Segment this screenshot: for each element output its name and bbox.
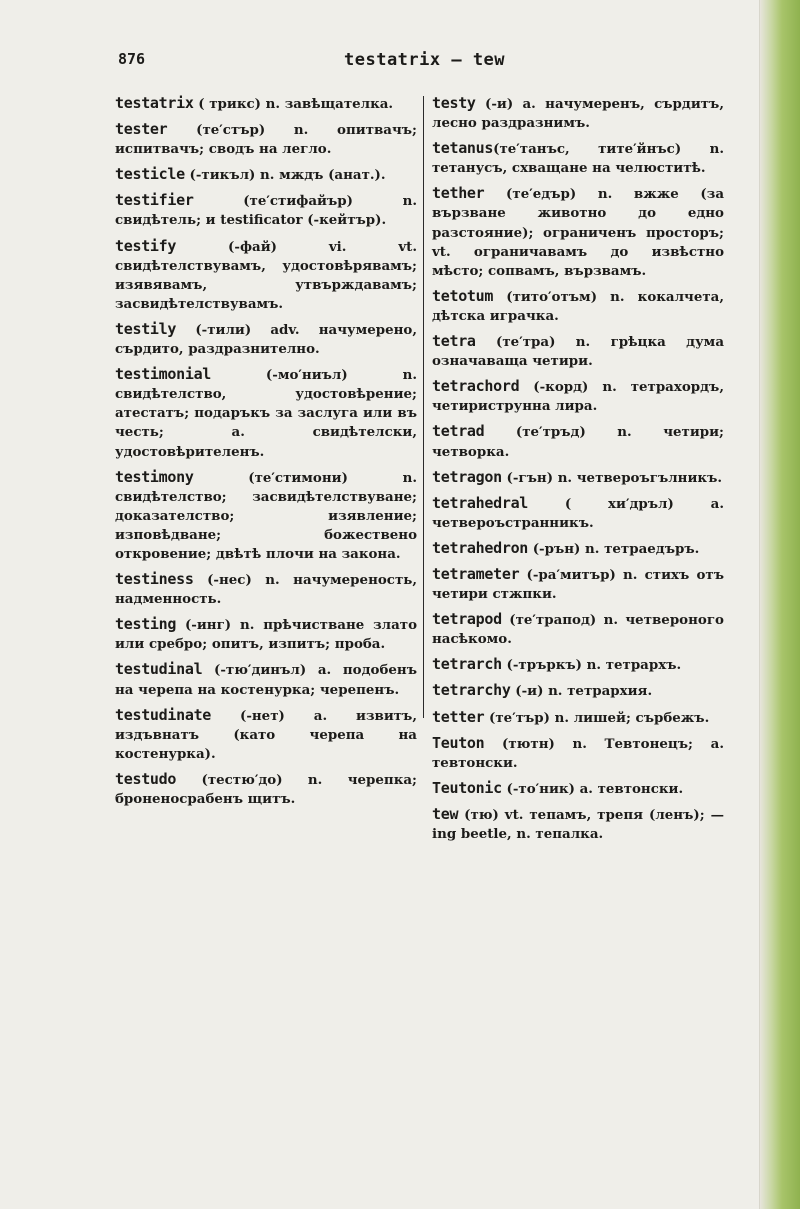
page-edge-strip	[759, 0, 800, 1209]
headword: tester	[115, 120, 168, 139]
definition: (-тили) adv. начумерено, сърдито, раздразнително.	[115, 321, 417, 358]
headword: testily	[115, 319, 177, 338]
definition: (-фай) vi. vt. свидѣтелствувамъ, удостовѣрявамъ; изявявамъ, утвърждавамъ; засвидѣтелствувамъ.	[115, 238, 417, 312]
dictionary-entry	[115, 706, 417, 764]
headword: testimony	[115, 467, 194, 486]
page-header	[118, 50, 708, 76]
dictionary-entry	[115, 660, 417, 699]
dictionary-entry	[432, 287, 724, 326]
headword: tetragon	[432, 467, 502, 486]
headword: testatrix	[115, 94, 194, 112]
headword: tetter	[432, 707, 485, 726]
dictionary-entry	[432, 468, 724, 488]
dictionary-entry	[432, 708, 724, 728]
dictionary-entry	[432, 139, 724, 178]
headword: tetrahedral	[432, 493, 529, 512]
headword: testudinal	[115, 660, 203, 679]
headword: Teuton	[432, 733, 485, 752]
dictionary-entry	[432, 681, 724, 701]
definition: ( трикс) n. завѣщателка.	[193, 96, 394, 112]
dictionary-entry	[432, 734, 724, 773]
dictionary-entry	[115, 165, 417, 185]
headword: testudinate	[115, 705, 212, 724]
left-column	[115, 94, 417, 815]
running-head: testatrix — tew	[344, 50, 506, 70]
dictionary-entry	[432, 779, 724, 799]
definition: (-мо′ниъл) n. свидѣтелство, удостовѣрение; атестатъ; подаръкъ за заслуга или въ честь; a. свидѣтелски, удостовѣрителенъ.	[115, 367, 417, 460]
page-number: 876	[118, 50, 146, 68]
headword: testing	[115, 615, 177, 634]
definition: ( хи′дръл) a. четвероъстранникъ.	[432, 495, 724, 531]
definition: (-то′ник) a. тевтонски.	[501, 780, 684, 797]
headword: tetra	[432, 332, 476, 351]
definition: (-нет) a. извитъ, издъвнатъ (като черепа на костенурка).	[115, 707, 417, 762]
dictionary-entry	[115, 615, 417, 654]
definition: (те′трапод) n. четвероного насѣкомо.	[432, 612, 724, 648]
definition: (те′танъс, тите′йнъс) n. тетанусъ, схващане на челюститѣ.	[432, 141, 724, 177]
dictionary-entry	[432, 494, 724, 533]
dictionary-entry	[432, 377, 724, 416]
definition: (-нес) n. начумереность, надменность.	[115, 572, 417, 608]
headword: testicle	[115, 165, 185, 184]
definition: (тютн) n. Тевтонецъ; a. тевтонски.	[432, 735, 724, 771]
headword: tetrad	[432, 422, 485, 441]
dictionary-entry	[432, 94, 724, 133]
headword: testifier	[115, 191, 194, 210]
dictionary-entry	[115, 120, 417, 159]
dictionary-entry	[115, 468, 417, 564]
definition: (-тикъл) n. мждъ (анат.).	[184, 167, 386, 184]
headword: tew	[432, 804, 459, 823]
headword: tetanus	[432, 139, 494, 158]
dictionary-entry	[432, 805, 724, 844]
dictionary-entry	[432, 184, 724, 280]
column-divider	[423, 96, 424, 718]
definition: (-тю′динъл) a. подобенъ на черепа на костенурка; черепенъ.	[115, 662, 417, 698]
definition: (те′тър) n. лишей; сърбежъ.	[484, 709, 710, 726]
headword: testimonial	[115, 365, 212, 384]
definition: (те′стимони) n. свидѣтелство; засвидѣтелствуване; доказателство; изявление; изповѣдване; божествено откровение; двѣтѣ плочи на закона.	[115, 469, 417, 562]
headword: tetotum	[432, 286, 494, 305]
definition: (тито′отъм) n. кокалчета, дѣтска игрaчка.	[432, 288, 724, 324]
definition: (те′стър) n. опитвачъ; испитвачъ; сводъ на легло.	[115, 122, 417, 158]
headword: tetrahedron	[432, 538, 529, 557]
headword: tether	[432, 184, 485, 203]
definition: (-рън) n. тетраедъръ.	[528, 540, 700, 557]
definition: (-корд) n. тетрахордъ, четириструнна лира.	[432, 379, 724, 415]
definition: (-тръркъ) n. тетрархъ.	[501, 657, 682, 674]
definition: (те′стифайър) n. свидѣтель; и testificator (-кейтър).	[115, 193, 417, 229]
definition: (те′тръд) n. четири; четворка.	[432, 424, 724, 460]
right-column	[432, 94, 724, 850]
headword: tetrachord	[432, 377, 520, 396]
dictionary-entry	[432, 539, 724, 559]
headword: testiness	[115, 570, 194, 589]
dictionary-entry	[115, 191, 417, 230]
definition: (те′едър) n. вжже (за вързване животно до едно разстояние); ограниченъ просторъ; vt. ограничавамъ до извѣстно мѣсто; сопвамъ, вързвамъ.	[432, 186, 724, 279]
definition: (-ра′митър) n. стихъ отъ четири стжпки.	[432, 566, 724, 603]
headword: tetrapod	[432, 610, 502, 629]
headword: Teutonic	[432, 778, 502, 797]
definition: (-инг) n. прѣчистване злато или сребро; опитъ, изпитъ; проба.	[115, 617, 417, 653]
dictionary-entry	[115, 770, 417, 809]
headword: tetrarchy	[432, 681, 511, 700]
definition: (тестю′до) n. черепка; броненосрабенъ щитъ.	[115, 771, 417, 807]
definition: (-гън) n. четвероъгълникъ.	[501, 469, 723, 486]
headword: testify	[115, 236, 177, 255]
dictionary-entry	[115, 365, 417, 461]
definition: (-и) a. начумеренъ, сърдитъ, лесно раздразнимъ.	[432, 96, 724, 132]
dictionary-entry	[432, 332, 724, 371]
dictionary-entry	[432, 422, 724, 461]
definition: (-и) n. тетрархия.	[510, 683, 653, 700]
dictionary-entry	[115, 320, 417, 359]
dictionary-entry	[115, 94, 417, 114]
dictionary-entry	[432, 655, 724, 675]
definition: (тю) vt. тепамъ, трепя (ленъ); —ing beetle, n. тепалка.	[432, 806, 724, 842]
headword: testudo	[115, 769, 177, 788]
headword: testy	[432, 94, 476, 112]
dictionary-entry	[432, 565, 724, 604]
dictionary-entry	[115, 237, 417, 314]
dictionary-entry	[432, 610, 724, 649]
headword: tetrameter	[432, 564, 520, 583]
dictionary-entry	[115, 570, 417, 609]
definition: (те′тра) n. грѣцка дума означаваща четири.	[432, 334, 724, 370]
headword: tetrarch	[432, 655, 502, 674]
